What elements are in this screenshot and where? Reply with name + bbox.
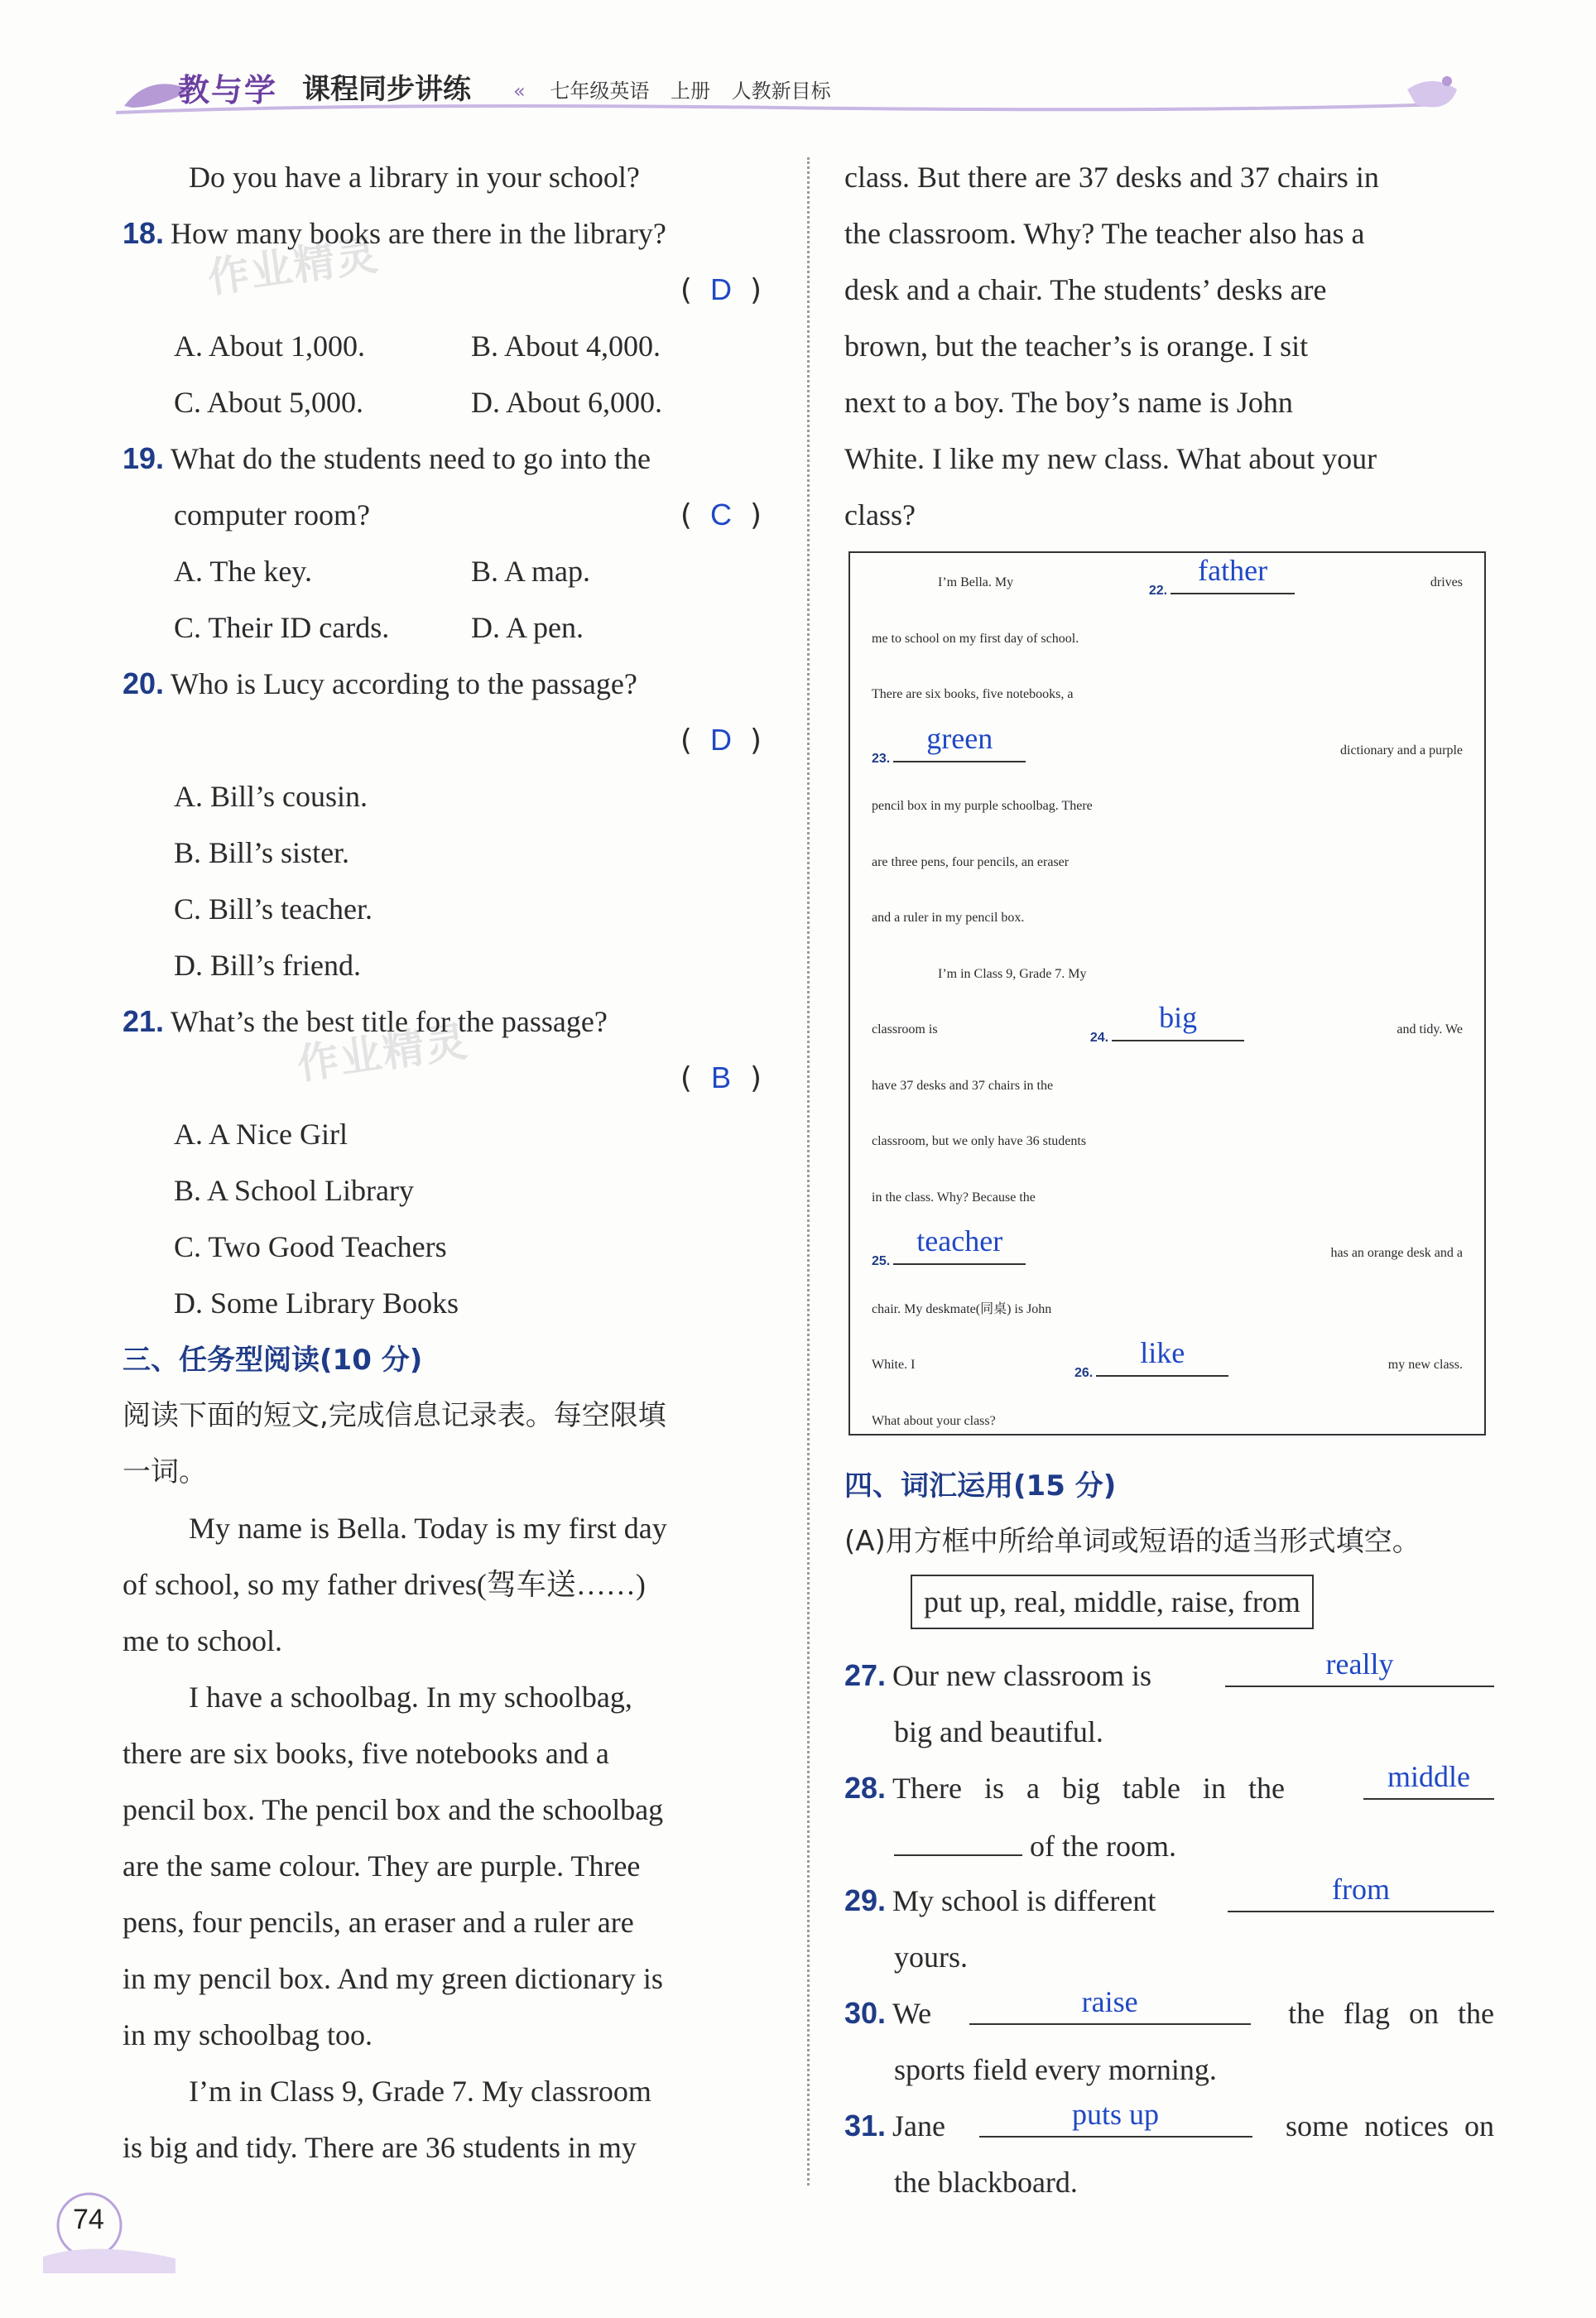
question-text: computer room? (174, 498, 370, 531)
question-18 (123, 205, 768, 262)
answer-slot: ( D ) (123, 712, 768, 768)
option: B. A School Library (174, 1174, 414, 1207)
summary-text: has an orange desk and a (1330, 1246, 1463, 1260)
summary-line (872, 1225, 1463, 1282)
section-3-instruction: 一词。 (123, 1455, 207, 1488)
question-text: There is a big table in the (892, 1772, 1285, 1805)
question-19-continued (123, 487, 768, 543)
summary-text: and tidy. We (1396, 1022, 1463, 1036)
answer-blank[interactable] (1225, 1647, 1494, 1687)
passage-line: next to a boy. The boy’s name is John (844, 386, 1293, 419)
answer-blank[interactable] (893, 723, 1026, 762)
passage-line (123, 1556, 768, 1613)
passage-line: in my schoolbag too. (123, 2018, 373, 2051)
answer-choice: D (709, 723, 732, 757)
watermark: 作业精灵 (204, 230, 382, 303)
options-row (123, 543, 768, 599)
blank-answer: father (1198, 554, 1268, 587)
summary-text: There are six books, five notebooks, a (872, 687, 1074, 701)
section-title: 四、词汇运用 (844, 1469, 1013, 1503)
passage-line: class. But there are 37 desks and 37 chairs in (844, 161, 1379, 194)
double-chevron-icon: « (513, 79, 526, 103)
answer-choice: B (710, 1060, 731, 1094)
question-text: What’s the best title for the passage? (171, 1005, 608, 1038)
option: A. Bill’s cousin. (174, 780, 368, 813)
answer-slot: ( B ) (123, 1050, 768, 1106)
section-points: (10 分) (320, 1344, 423, 1377)
summary-text: and a ruler in my pencil box. (872, 911, 1025, 925)
answer-blank[interactable] (1228, 1873, 1494, 1912)
question-text: My school is different (892, 1884, 1156, 1917)
passage-line: pencil box. The pencil box and the schoolbag (123, 1793, 664, 1826)
passage-line: brown, but the teacher’s is orange. I sit (844, 329, 1309, 363)
question-21 (123, 993, 768, 1050)
option: C. Bill’s teacher. (174, 892, 373, 926)
section-points: (15 分) (1013, 1469, 1117, 1503)
passage-line: in my pencil box. And my green dictionary is (123, 1962, 663, 1995)
summary-line (872, 1113, 1463, 1170)
passage-line: pens, four pencils, an eraser and a ruler are (123, 1906, 634, 1939)
section-3-instruction: 阅读下面的短文,完成信息记录表。每空限填 (123, 1399, 666, 1432)
passage-line: is big and tidy. There are 36 students in my (123, 2131, 637, 2164)
summary-line: What about your class? (872, 1413, 996, 1428)
blank-answer: middle (1387, 1760, 1470, 1793)
option: C. Two Good Teachers (174, 1230, 447, 1263)
summary-line (872, 834, 1463, 891)
fill-in-questions (844, 1647, 1494, 2210)
question-text: Who is Lucy according to the passage? (171, 667, 637, 700)
question-text: How many books are there in the library? (171, 217, 666, 250)
answer-blank[interactable] (1096, 1337, 1228, 1377)
question-text: of the room. (1030, 1830, 1176, 1863)
answer-blank[interactable] (893, 1225, 1026, 1265)
blank-number: 26. (1074, 1366, 1094, 1380)
summary-text: drives (1430, 575, 1463, 589)
passage-line: the classroom. Why? The teacher also has a (844, 217, 1365, 250)
section-title: 三、任务型阅读 (123, 1344, 320, 1377)
summary-text: dictionary and a purple (1340, 743, 1463, 757)
series-title: 课程同步讲练 (302, 73, 471, 106)
question-number: 20. (123, 666, 165, 700)
grade-label: 七年级英语 (550, 79, 650, 103)
right-column (844, 149, 1490, 543)
question-text: some notices on (1286, 2109, 1494, 2142)
blank-answer: raise (1081, 1985, 1138, 2018)
passage-text: of school, so my father drives(驾车送……) (123, 1568, 646, 1601)
blank-answer: really (1325, 1647, 1394, 1681)
watermark: 作业精灵 (294, 1017, 472, 1089)
blank-answer: teacher (916, 1224, 1003, 1258)
question-number: 27. (844, 1658, 887, 1692)
passage-line: me to school. (123, 1624, 282, 1657)
summary-text: I’m Bella. My (938, 575, 1014, 589)
blank-number: 22. (1148, 584, 1168, 598)
option: D. About 6,000. (471, 386, 663, 419)
summary-line (872, 778, 1463, 834)
question-continued: the blackboard. (894, 2166, 1078, 2199)
page-corner-ornament-icon (43, 2182, 184, 2273)
summary-text: my new class. (1387, 1358, 1463, 1372)
question-number: 29. (844, 1883, 887, 1917)
blank-number: 25. (872, 1254, 891, 1268)
summary-text: me to school on my first day of school. (872, 631, 1079, 646)
option: A. About 1,000. (174, 329, 366, 363)
question-text: Our new classroom is (892, 1659, 1151, 1692)
option: D. Bill’s friend. (174, 949, 361, 982)
question-text: We (892, 1997, 932, 2030)
question-number: 28. (844, 1771, 887, 1805)
summary-text: have 37 desks and 37 chairs in the (872, 1078, 1054, 1093)
summary-line (872, 723, 1463, 779)
option: A. A Nice Girl (174, 1118, 348, 1151)
blank-number: 24. (1089, 1031, 1109, 1045)
page-number: 74 (73, 2204, 104, 2235)
answer-blank[interactable] (1171, 555, 1295, 594)
summary-text: classroom, but we only have 36 students (872, 1134, 1087, 1148)
summary-text: chair. My deskmate(同桌) is John (872, 1301, 1052, 1316)
summary-line (872, 890, 1463, 946)
options-row (123, 318, 768, 374)
summary-line (872, 555, 1463, 611)
summary-line (872, 1337, 1463, 1393)
section-4-instruction: (A)用方框中所给单词或短语的适当形式填空。 (844, 1525, 1421, 1558)
summary-text: are three pens, four pencils, an eraser (872, 854, 1070, 869)
passage-line: desk and a chair. The students’ desks are (844, 273, 1327, 306)
summary-text: pencil box in my purple schoolbag. There (872, 799, 1093, 813)
answer-choice: D (709, 272, 732, 306)
passage-line: My name is Bella. Today is my first day (189, 1512, 667, 1545)
summary-text: classroom is (872, 1022, 938, 1036)
answer-blank[interactable] (1363, 1760, 1494, 1800)
question-27 (844, 1647, 1494, 1704)
question-continued: sports field every morning. (894, 2053, 1217, 2086)
edition-label: 人教新目标 (731, 79, 831, 103)
summary-line (872, 1058, 1463, 1114)
question-number: 18. (123, 216, 165, 250)
blank-answer: from (1332, 1873, 1390, 1906)
summary-box (848, 551, 1486, 1436)
section-3-heading (123, 1331, 768, 1387)
answer-blank[interactable] (1112, 1002, 1244, 1041)
question-number: 31. (844, 2109, 887, 2142)
question-number: 30. (844, 1996, 887, 2030)
column-divider (807, 157, 810, 2186)
option: C. About 5,000. (174, 386, 364, 419)
answer-blank[interactable] (979, 2098, 1252, 2138)
question-29 (844, 1873, 1494, 1929)
summary-text: I’m in Class 9, Grade 7. My (938, 966, 1087, 981)
section-4-heading (844, 1457, 1490, 1513)
summary-line (872, 1002, 1463, 1058)
book-subtitle (513, 75, 831, 103)
option: D. Some Library Books (174, 1286, 459, 1320)
answer-slot: ( D ) (123, 262, 768, 318)
question-number: 21. (123, 1004, 165, 1038)
question-continued: yours. (894, 1940, 968, 1974)
question-stem: Do you have a library in your school? (189, 161, 640, 194)
option: A. The key. (174, 555, 312, 588)
section-4 (844, 1457, 1490, 1570)
answer-choice: C (709, 498, 732, 531)
blank-answer: green (926, 721, 993, 755)
option: B. A map. (471, 555, 591, 588)
answer-blank[interactable] (969, 1985, 1251, 2025)
question-30 (844, 1985, 1494, 2041)
logo: 教与学 (178, 71, 278, 108)
passage-line: White. I like my new class. What about your (844, 442, 1377, 475)
options-row (123, 374, 768, 430)
options-row (123, 599, 768, 656)
option: C. Their ID cards. (174, 611, 390, 644)
question-28 (844, 1760, 1494, 1816)
passage-line: class? (844, 498, 916, 531)
passage-line: I have a schoolbag. In my schoolbag, (189, 1681, 632, 1714)
word-bank: put up, real, middle, raise, from (911, 1575, 1314, 1629)
question-continued: big and beautiful. (894, 1715, 1103, 1748)
option: B. Bill’s sister. (174, 836, 350, 869)
question-19 (123, 430, 768, 487)
volume-label: 上册 (670, 79, 710, 103)
question-31 (844, 2098, 1494, 2154)
question-text: the flag on the (1288, 1997, 1494, 2030)
question-20 (123, 656, 768, 712)
summary-text: White. I (872, 1358, 916, 1372)
summary-text: in the class. Why? Because the (872, 1190, 1036, 1205)
blank-answer: big (1159, 1001, 1198, 1034)
passage-line: I’m in Class 9, Grade 7. My classroom (189, 2075, 651, 2108)
left-column (123, 149, 768, 2176)
answer-slot: ( C ) (680, 487, 762, 543)
blank-number: 23. (872, 751, 891, 766)
option: B. About 4,000. (471, 329, 661, 363)
option: D. A pen. (471, 611, 584, 644)
question-number: 19. (123, 441, 165, 475)
page-number-badge (51, 2182, 142, 2257)
answer-blank-continued (894, 1816, 1022, 1856)
blank-answer: like (1140, 1336, 1185, 1369)
summary-line (872, 611, 1463, 667)
question-text: What do the students need to go into the (171, 442, 651, 475)
passage-line: are the same colour. They are purple. Three (123, 1849, 641, 1883)
passage-line: there are six books, five notebooks and a (123, 1737, 609, 1770)
question-text: Jane (892, 2109, 946, 2142)
blank-answer: puts up (1072, 2098, 1160, 2131)
page-header (116, 56, 1490, 123)
